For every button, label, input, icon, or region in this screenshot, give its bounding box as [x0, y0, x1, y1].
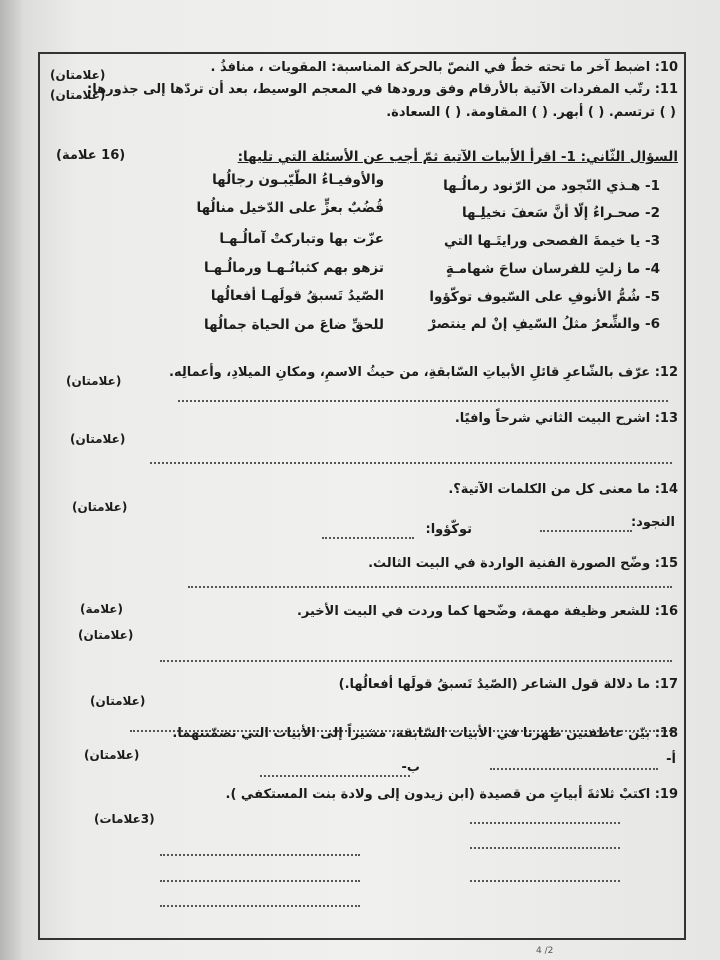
answer-line-16[interactable]	[160, 660, 672, 662]
answer-emotion-b[interactable]	[260, 775, 410, 777]
question-11-marks: (علامتان)	[50, 88, 106, 102]
verse-3-second-hemistich: عزّت بها وتباركتْ آمالُـهـا	[219, 231, 384, 247]
question-14-marks: (علامتان)	[72, 500, 128, 514]
page-number: 4 /2	[536, 946, 554, 956]
answer-line-12[interactable]	[178, 400, 668, 402]
question-14: 14: ما معنى كل من الكلمات الآتية؟.	[448, 482, 678, 497]
answer-verse-3b[interactable]	[160, 905, 360, 907]
question-18-marks: (علامتان)	[84, 748, 140, 762]
word-nujud-label: النجود:	[630, 515, 675, 530]
verse-2-first-hemistich: 2- صحـراءُ إلّا أنَّ سَعفَ نخيلِـها	[461, 205, 660, 221]
question-15: 15: وضّح الصورة الفنية الواردة في البيت الثالث.	[368, 556, 678, 571]
question-13: 13: اشرح البيت الثاني شرحاً وافيًا.	[454, 411, 678, 426]
question-16: 16: للشعر وظيفة مهمة، وضّحها كما وردت في البيت الأخير.	[296, 604, 678, 619]
question-11: 11: رتّب المفردات الآتية بالأرقام وفق ورودها في المعجم الوسيط، بعد أن تردّها إلى جذورها:	[87, 82, 678, 97]
word-tawakkau-label: توكّؤوا:	[425, 522, 472, 537]
emotion-b-label: ب-	[401, 760, 420, 775]
verse-2-second-hemistich: قُضُبٌ بعزٍّ على الدّخيل منالُها	[196, 200, 384, 216]
question-12-marks: (علامتان)	[66, 374, 122, 388]
verse-4-first-hemistich: 4- ما زلتِ للفرسان ساحَ شهامـةٍ	[445, 261, 660, 277]
answer-line-13[interactable]	[150, 462, 672, 464]
verse-5-second-hemistich: الصّيدُ تَسبقُ قولَهـا أفعالُها	[210, 288, 384, 304]
adjacent-page-edge	[0, 0, 22, 960]
answer-verse-2a[interactable]	[470, 847, 620, 849]
emotion-a-label: أ-	[666, 752, 676, 767]
verse-1-second-hemistich: والأوفيـاءُ الطّيّبـون رجالُها	[212, 172, 384, 188]
question-11-words: ( ) ترتسم. ( ) أبهر. ( ) المقاومة. ( ) السعادة.	[386, 105, 676, 120]
question-17-marks: (علامتان)	[90, 694, 146, 708]
section-2-marks: (16 علامة)	[56, 148, 126, 163]
question-16-marks: (علامتان)	[78, 628, 134, 642]
question-18: 18: بيّن عاطفتين ظهرتا في الأبيات السّابقة، مشيراً إلى الأبيات التي تضمّنتهما.	[172, 726, 678, 741]
answer-verse-1b[interactable]	[160, 854, 360, 856]
verse-1-first-hemistich: 1- هـذي النّجود من الرّنود رمالُـها	[443, 178, 660, 194]
answer-emotion-a[interactable]	[490, 768, 658, 770]
question-19-marks: (3علامات)	[94, 812, 155, 826]
answer-nujud[interactable]	[540, 530, 632, 532]
answer-verse-1a[interactable]	[470, 822, 620, 824]
question-10-marks: (علامتان)	[50, 68, 106, 82]
verse-6-second-hemistich: للحقِّ ضاعَ من الحياة جمالُها	[204, 317, 384, 333]
answer-line-15[interactable]	[188, 586, 672, 588]
verse-4-second-hemistich: تزهو بهم كثبانُـهـا ورمالُـهـا	[203, 260, 384, 276]
question-19: 19: اكتبْ ثلاثةَ أبياتٍ من قصيدة (ابن زيدون إلى ولادة بنت المستكفي ).	[225, 787, 678, 802]
verse-5-first-hemistich: 5- شُمُّ الأنوفِ على السّيوف توكّؤوا	[429, 289, 660, 305]
verse-6-first-hemistich: 6- والشِّعرُ مثلُ السّيفِ إنْ لم ينتصرْ	[428, 316, 660, 332]
section-2-title: السؤال الثّاني: 1- اقرأ الأبيات الآتية ثمّ أجب عن الأسئلة التي تليها:	[237, 149, 678, 165]
question-12: 12: عرّف بالشّاعرِ قائلِ الأبياتِ السّابقةِ، من حيثُ الاسمِ، ومكانِ الميلادِ، وأعمالِه.	[169, 365, 678, 380]
answer-verse-3a[interactable]	[470, 880, 620, 882]
question-10: 10: اضبط آخر ما تحته خطٌ في النصّ بالحركة المناسبة: المقويات ، منافذُ .	[210, 60, 678, 75]
question-13-marks: (علامتان)	[70, 432, 126, 446]
verse-3-first-hemistich: 3- يا خيمةَ الفصحى ورايتَـها التي	[443, 233, 660, 249]
answer-verse-2b[interactable]	[160, 880, 360, 882]
question-15-marks: (علامة)	[80, 602, 123, 616]
question-17: 17: ما دلالة قول الشاعر (الصّيدُ تَسبقُ قولَها أفعالُها.)	[338, 677, 678, 692]
answer-tawakkau[interactable]	[322, 537, 414, 539]
